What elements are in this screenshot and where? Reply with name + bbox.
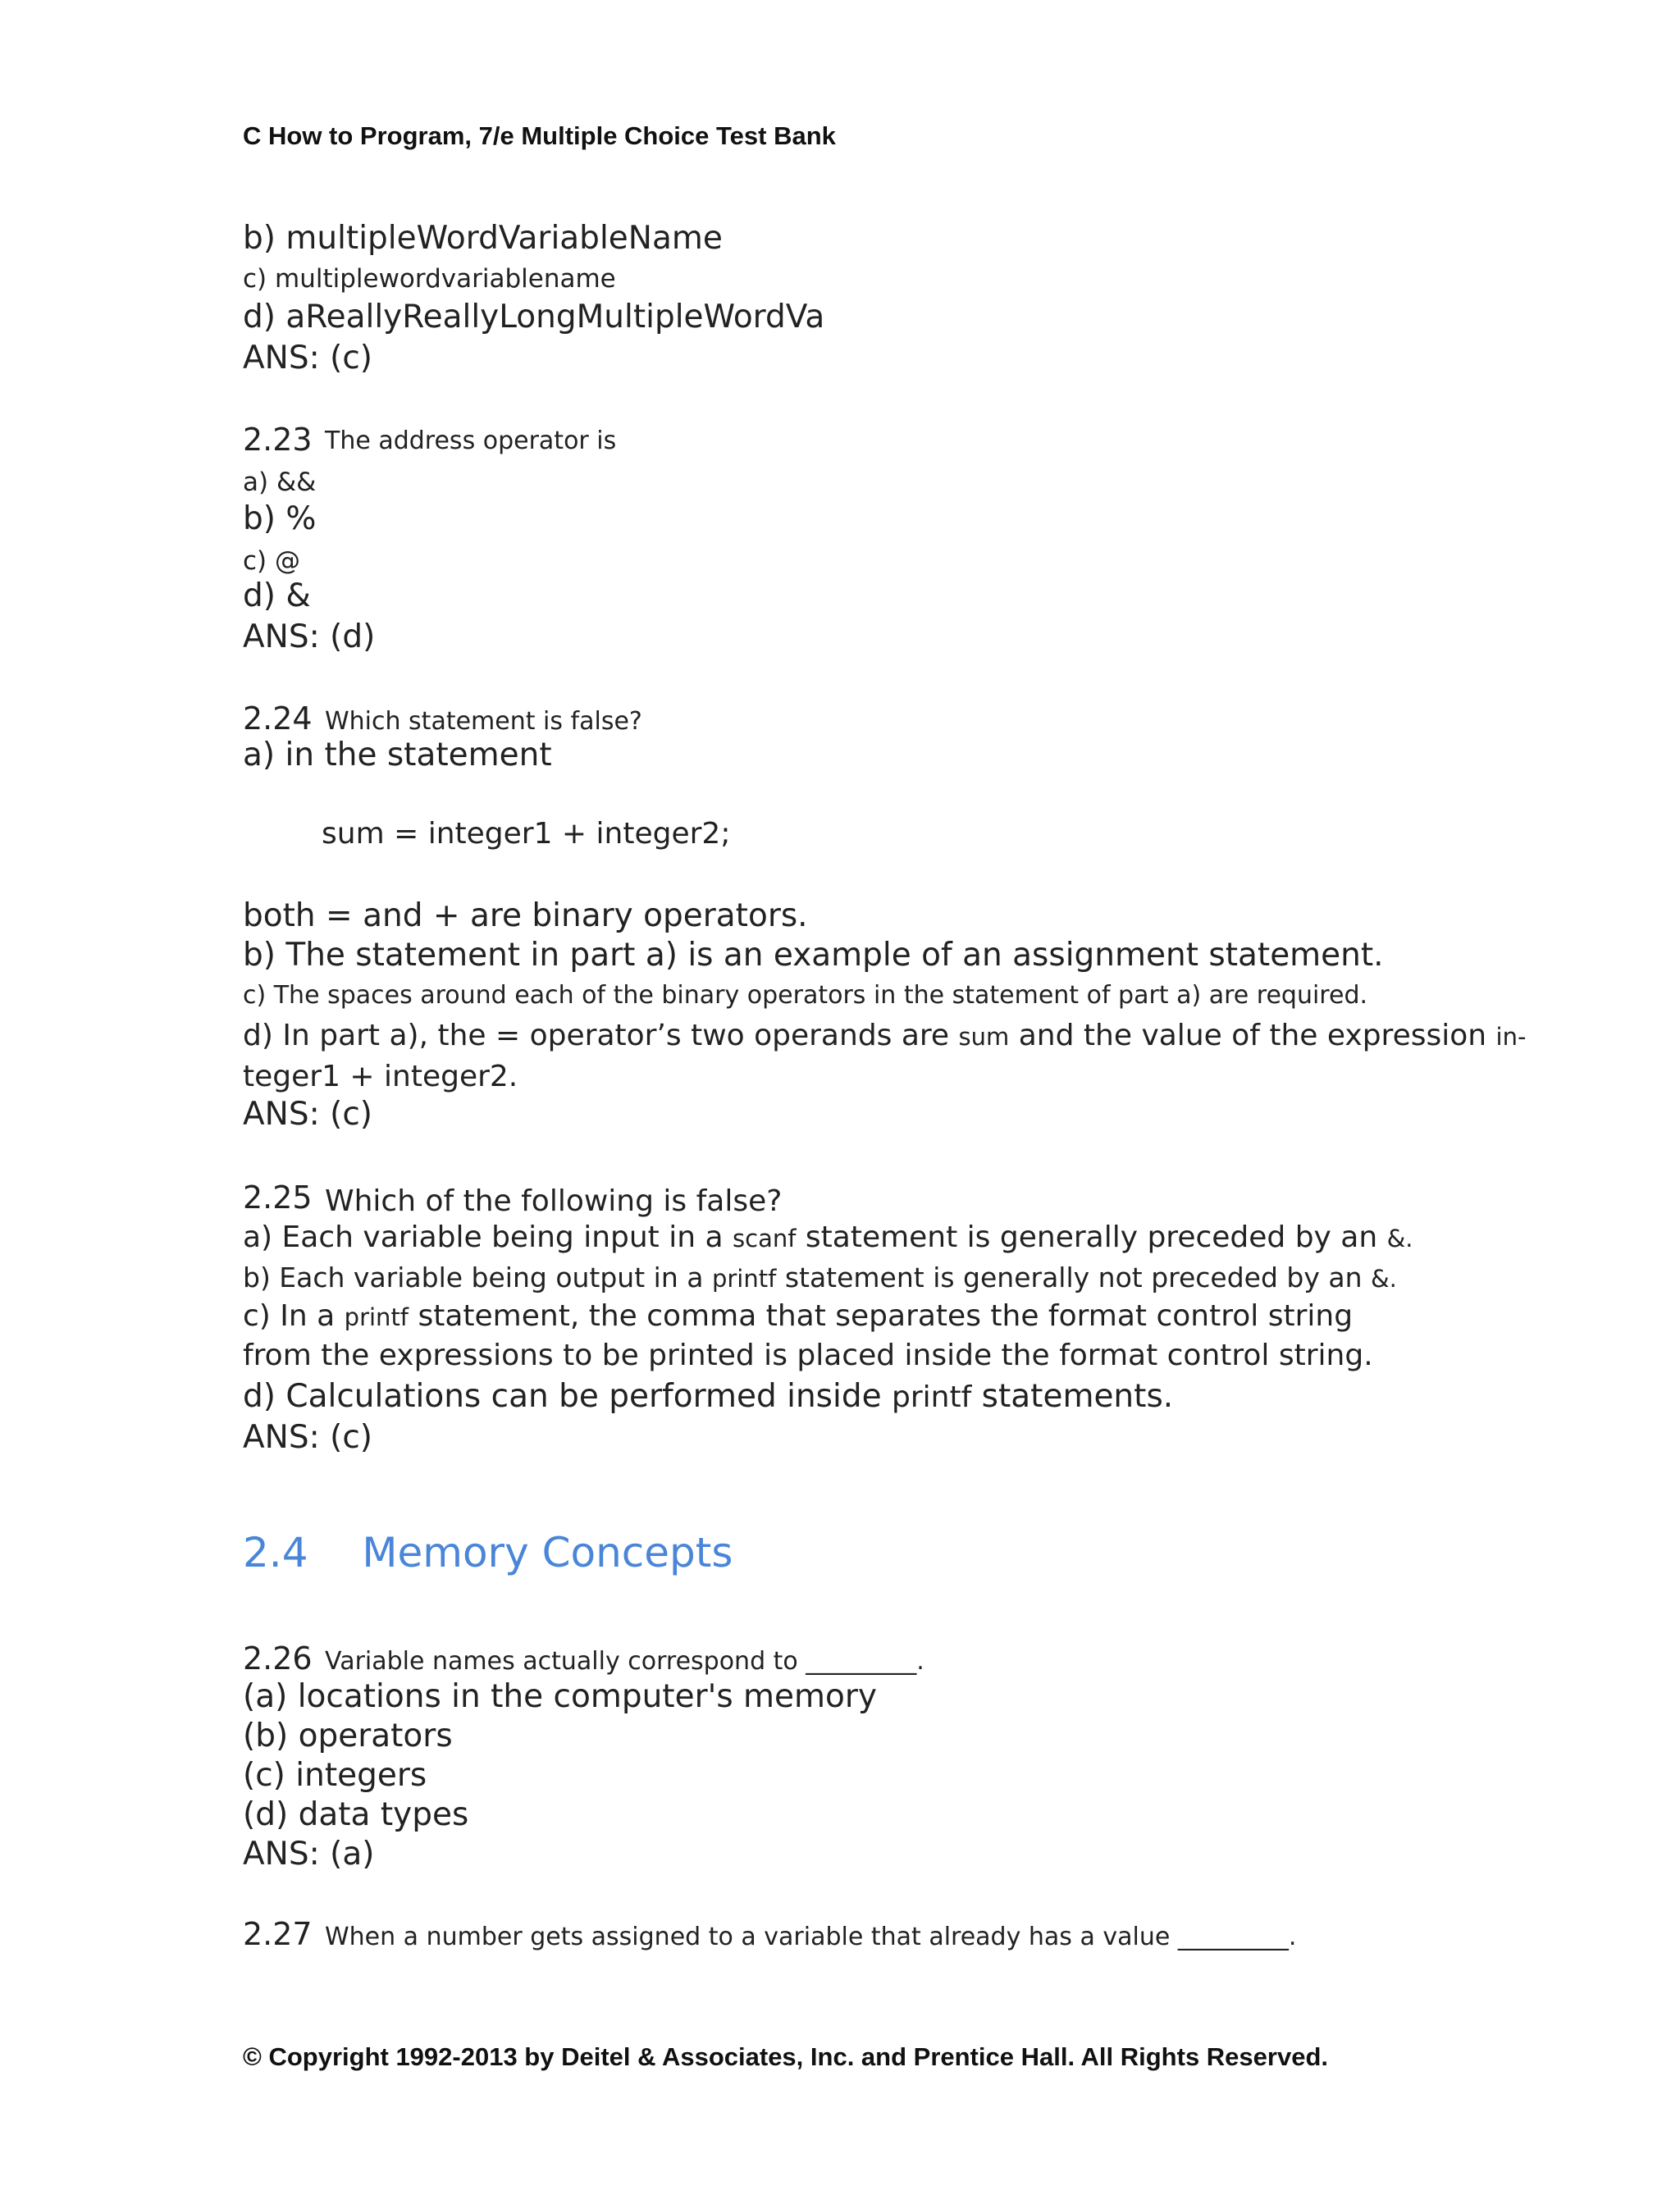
- option-c-text: statement, the comma that separates the format control string: [418, 1299, 1354, 1333]
- question-number: 2.27: [243, 1916, 313, 1952]
- option-c: (c) integers: [243, 1757, 427, 1794]
- section-title: Memory Concepts: [362, 1529, 733, 1576]
- option-a-text: statement is generally preceded by an: [805, 1220, 1378, 1254]
- option-c: c) The spaces around each of the binary operators in the statement of part a) are required.: [243, 981, 1368, 1010]
- option-d: [243, 1019, 1526, 1052]
- question-text: The address operator is: [325, 427, 617, 455]
- option-c: [243, 1299, 1353, 1333]
- section-number: 2.4: [243, 1529, 308, 1576]
- option-b: [243, 1262, 1397, 1293]
- code-term: sum: [958, 1023, 1010, 1051]
- answer: ANS: (d): [243, 618, 376, 655]
- question-number: 2.25: [243, 1179, 313, 1216]
- option-c-text: c) In a: [243, 1299, 336, 1333]
- answer: ANS: (c): [243, 340, 373, 376]
- question-number: 2.23: [243, 422, 313, 458]
- option-d: (d) data types: [243, 1796, 469, 1833]
- question-text: Which statement is false?: [325, 707, 642, 736]
- code-statement: sum = integer1 + integer2;: [322, 817, 731, 851]
- code-term: scanf: [733, 1225, 797, 1252]
- option-b: (b) operators: [243, 1718, 453, 1754]
- option-a: (a) locations in the computer's memory: [243, 1678, 878, 1715]
- option-a-text: a) Each variable being input in a: [243, 1220, 724, 1254]
- option-a: a) &&: [243, 468, 317, 497]
- answer: ANS: (a): [243, 1836, 375, 1873]
- section-heading: [243, 1529, 733, 1576]
- option-b-text: statement is generally not preceded by an: [784, 1262, 1363, 1293]
- question-number: 2.26: [243, 1640, 313, 1677]
- option-c: c) @: [243, 546, 300, 576]
- option-d: d) &: [243, 577, 311, 614]
- answer: ANS: (c): [243, 1419, 373, 1456]
- code-term: printf: [711, 1265, 777, 1293]
- option-a: a) in the statement: [243, 737, 552, 773]
- question-text: Variable names actually correspond to _________.: [325, 1647, 924, 1676]
- code-term: &.: [1371, 1265, 1397, 1293]
- code-term: in-: [1495, 1023, 1527, 1051]
- code-term: printf: [344, 1303, 409, 1331]
- question-number: 2.24: [243, 700, 313, 737]
- option-c-continued: from the expressions to be printed is placed inside the format control string.: [243, 1339, 1373, 1372]
- option-c: c) multiplewordvariablename: [243, 264, 616, 294]
- answer: ANS: (c): [243, 1096, 373, 1133]
- page-header-title: C How to Program, 7/e Multiple Choice Test Bank: [243, 121, 836, 150]
- option-a-continued: both = and + are binary operators.: [243, 897, 808, 934]
- option-d-continued: teger1 + integer2.: [243, 1060, 518, 1093]
- option-d-text: and the value of the expression: [1018, 1019, 1487, 1052]
- option-d-text: d) In part a), the = operator’s two operands are: [243, 1019, 950, 1052]
- option-b: b) multipleWordVariableName: [243, 220, 723, 257]
- copyright-footer: © Copyright 1992-2013 by Deitel & Associates, Inc. and Prentice Hall. All Rights Reserved.: [243, 2042, 1328, 2071]
- question-text: When a number gets assigned to a variable that already has a value _________.: [325, 1923, 1297, 1951]
- option-b-text: b) Each variable being output in a: [243, 1262, 704, 1293]
- option-d-text: statements.: [981, 1378, 1174, 1415]
- code-term: &.: [1386, 1225, 1413, 1252]
- option-a: [243, 1220, 1413, 1254]
- option-d: [243, 1378, 1173, 1415]
- question-text: Which of the following is false?: [325, 1184, 783, 1218]
- option-b: b) The statement in part a) is an example of an assignment statement.: [243, 937, 1384, 974]
- code-term: printf: [891, 1380, 972, 1414]
- option-d-text: d) Calculations can be performed inside: [243, 1378, 882, 1415]
- option-b: b) %: [243, 500, 317, 537]
- option-d: d) aReallyReallyLongMultipleWordVa: [243, 299, 825, 335]
